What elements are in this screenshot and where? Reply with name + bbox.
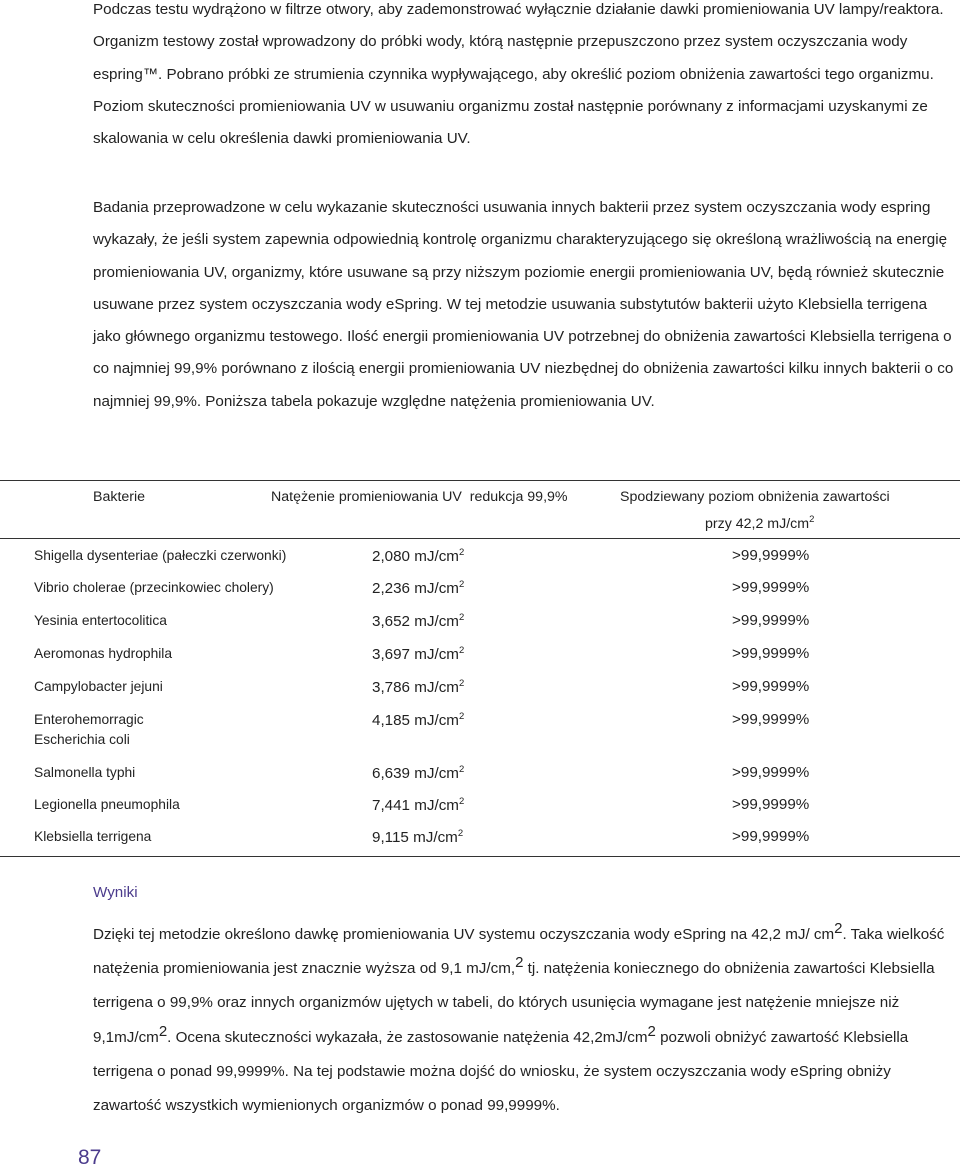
bacteria-name: Campylobacter jejuni <box>34 679 163 694</box>
uv-dose-value: 2,236 $mJ/cm^2$ <box>372 579 465 597</box>
bacteria-name: Aeromonas hydrophila <box>34 646 173 661</box>
table-header-rule <box>0 538 960 539</box>
reduction-value: >99,9999% <box>732 678 810 695</box>
reduction-value: >99,9999% <box>732 764 810 781</box>
intro-paragraph-1 <box>93 0 955 155</box>
reduction-value: >99,9999% <box>732 711 810 728</box>
bacteria-name: Yesinia entertocolitica <box>34 613 167 628</box>
header-expected-line1: Spodziewany poziom obniżenia zawartości <box>620 489 890 505</box>
intro-p1-text-a: Podczas testu wydrążono w filtrze otwory, aby zademonstrować wyłącznie działanie dawki promieniowania UV lampy/reaktora. Organizm testowy został wprowadzony do próbki wody, którą następnie przepuszczono przez system oczyszczania wody espring <box>93 1 944 83</box>
uv-dose-value: 3,786 $mJ/cm^2$ <box>372 678 465 696</box>
bacteria-name: Vibrio cholerae (przecinkowiec cholery) <box>34 580 274 595</box>
bacteria-name: Shigella dysenteriae (pałeczki czerwonki) <box>34 548 287 563</box>
bacteria-name: Klebsiella terrigena <box>34 829 152 844</box>
header-intensity: Natężenie promieniowania UV redukcja 99,9% <box>271 489 568 505</box>
reduction-value: >99,9999% <box>732 645 810 662</box>
intro-paragraph-2: Badania przeprowadzone w celu wykazanie skuteczności usuwania innych bakterii przez system oczyszczania wody espring wykazały, że jeśli system zapewnia odpowiednią kontrolę organizmu charakteryzującego się określoną wrażliwością na energię promieniowania UV, organizmy, które usuwane są przy niższym poziomie energii promieniowania UV, będą również skutecznie usuwane przez system oczyszczania wody eSpring. W tej metodzie usuwania substytutów bakterii użyto Klebsiella terrigena jako głównego organizmu testowego. Ilość energii promieniowania UV potrzebnej do obniżenia zawartości Klebsiella terrigena o co najmniej 99,9% porównano z ilością energii promieniowania UV niezbędnej do obniżenia zawartości kilku innych bakterii o co najmniej 99,9%. Poniższa tabela pokazuje względne natężenia promieniowania UV. <box>93 199 954 410</box>
table-top-rule <box>0 480 960 481</box>
bacteria-name: Enterohemorragic Escherichia coli <box>34 712 144 747</box>
reduction-value: >99,9999% <box>732 547 810 564</box>
reduction-value: >99,9999% <box>732 828 810 845</box>
header-bacteria: Bakterie <box>93 489 146 505</box>
reduction-value: >99,9999% <box>732 796 810 813</box>
uv-dose-value: 3,652 $mJ/cm^2$ <box>372 612 465 630</box>
uv-dose-value: 3,697 $mJ/cm^2$ <box>372 645 465 663</box>
uv-dose-value: 6,639 $mJ/cm^2$ <box>372 764 465 782</box>
trademark-symbol: ™ <box>142 65 158 83</box>
page-number: 87 <box>78 1146 102 1169</box>
bacteria-name: Salmonella typhi <box>34 765 136 780</box>
results-paragraph: Dzięki tej metodzie określono dawkę promieniowania UV systemu oczyszczania wody eSpring na 42,2 mJ/ $cm^2$. Taka wielkość natężenia promieniowania jest znacznie wyższa od 9,1 mJ/cm,$^2$ tj. natężenia koniecznego do obniżenia zawartości Klebsiella terrigena o 99,9% oraz innych organizmów ujętych w tabeli, do których usunięcia wymagane jest natężenie mniejsze niż $9,1mJ/cm^2$. Ocena skuteczności wykazała, że zastosowanie natężenia $42,2mJ/cm^2$ pozwoli obniżyć zawartość Klebsiella terrigena o ponad 99,9999%. Na tej podstawie można dojść do wniosku, że system oczyszczania wody eSpring obniży zawartość wszystkich wymienionych organizmów o ponad 99,9999%. <box>93 920 945 1115</box>
results-heading: Wyniki <box>93 884 138 901</box>
bacteria-name: Legionella pneumophila <box>34 797 180 812</box>
reduction-value: >99,9999% <box>732 612 810 629</box>
uv-dose-value: 9,115 $mJ/cm^2$ <box>372 828 464 846</box>
uv-dose-value: 4,185 $mJ/cm^2$ <box>372 711 465 729</box>
uv-dose-value: 7,441 $mJ/cm^2$ <box>372 796 465 814</box>
uv-dose-value: 2,080 $mJ/cm^2$ <box>372 547 465 565</box>
reduction-value: >99,9999% <box>732 579 810 596</box>
header-expected-line2: przy 42,2 $mJ/cm^2$ <box>705 514 815 532</box>
table-bottom-rule <box>0 856 960 857</box>
intro-p1-text-b: . Pobrano próbki ze strumienia czynnika wypływającego, aby określić poziom obniżenia zawartości tego organizmu. Poziom skuteczności promieniowania UV w usuwaniu organizmu został następnie porównany z informacjami uzyskanymi ze skalowania w celu określenia dawki promieniowania UV. <box>93 65 934 148</box>
